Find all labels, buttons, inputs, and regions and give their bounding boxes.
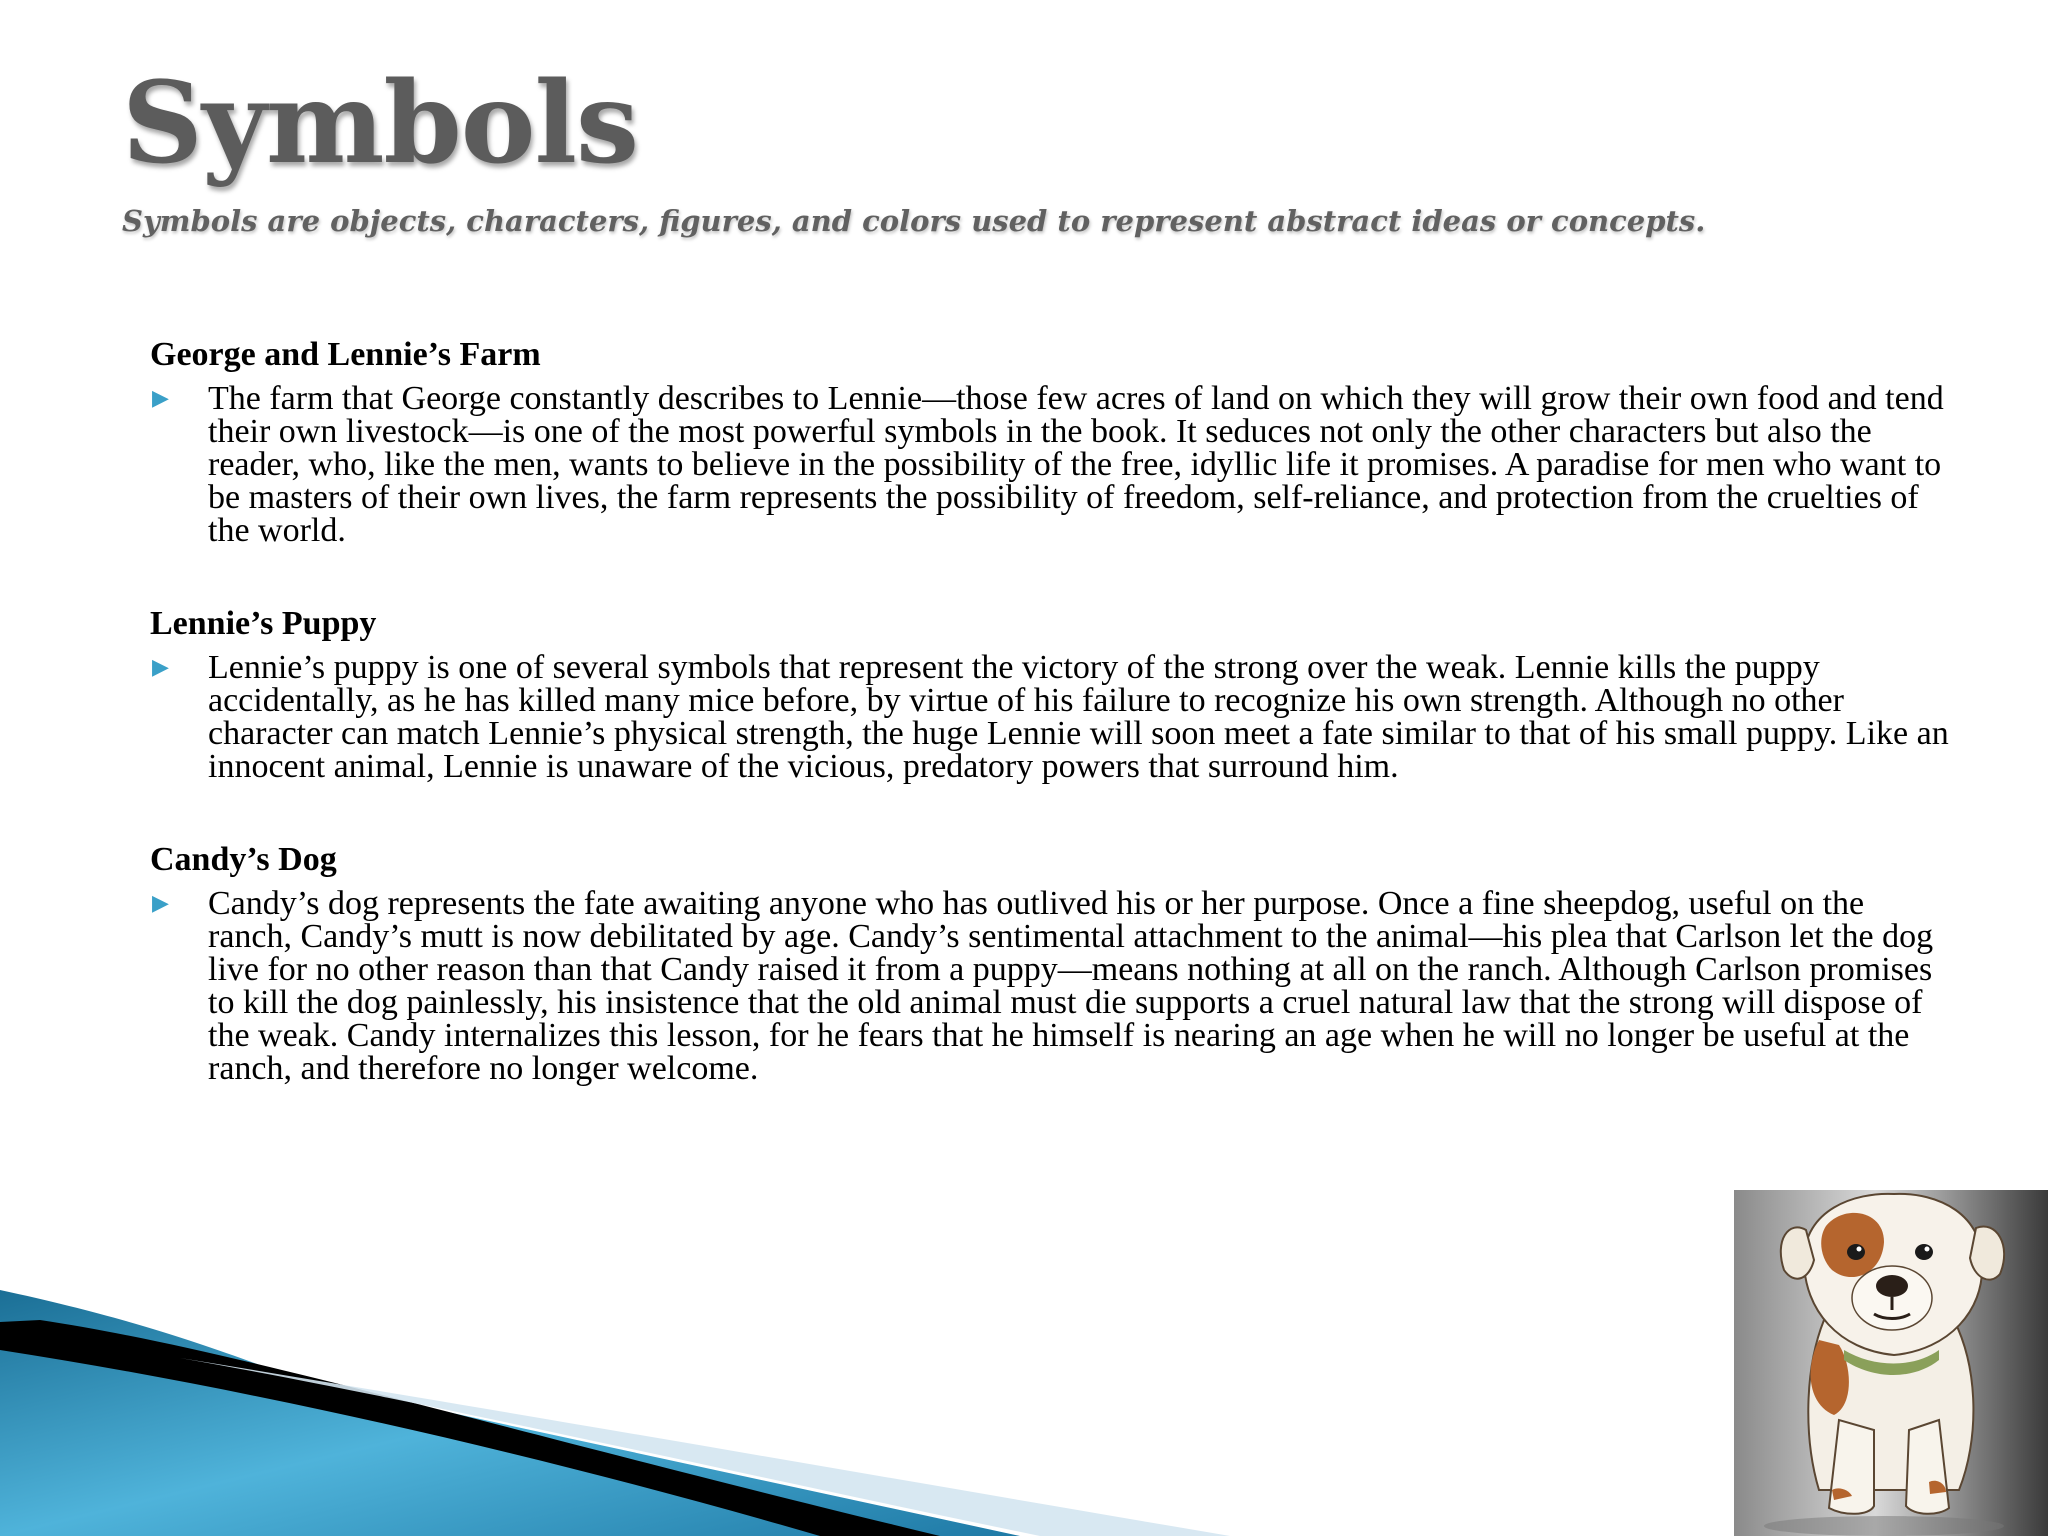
section-heading: Lennie’s Puppy — [150, 605, 377, 642]
triangle-bullet-icon: ▶ — [152, 891, 169, 916]
section-puppy — [150, 605, 1950, 783]
section-candys-dog — [150, 841, 1950, 1085]
slide-subtitle: Symbols are objects, characters, figures, and colors used to represent abstract ideas or concepts. — [122, 204, 1706, 238]
bullet-item — [150, 651, 1950, 783]
triangle-bullet-icon: ▶ — [152, 386, 169, 411]
bullet-text: Candy’s dog represents the fate awaiting anyone who has outlived his or her purpose. Once a fine sheepdog, useful on the ranch, Candy’s mutt is now debilitated by age. Candy’s sentimental attachment to the animal—his plea that Carlson let the dog live for no other reason than that Candy raised it from a puppy—means nothing at all on the ranch. Although Carlson promises to kill the dog painlessly, his insistence that the old animal must die supports a cruel natural law that the strong will dispose of the weak. Candy internalizes this lesson, for he fears that he himself is nearing an age when he will no longer be useful at the ranch, and therefore no longer welcome. — [208, 885, 1934, 1087]
bullet-text: The farm that George constantly describes to Lennie—those few acres of land on which they will grow their own food and tend their own livestock—is one of the most powerful symbols in the book. It seduces not only the other characters but also the reader, who, like the men, wants to believe in the possibility of the free, idyllic life it promises. A paradise for men who want to be masters of their own lives, the farm represents the possibility of freedom, self-reliance, and protection from the cruelties of the world. — [208, 380, 1944, 549]
bullet-text: Lennie’s puppy is one of several symbols that represent the victory of the strong over the weak. Lennie kills the puppy accidentally, as he has killed many mice before, by virtue of his failure to recognize his own strength. Although no other character can match Lennie’s physical strength, the huge Lennie will soon meet a fate similar to that of his small puppy. Like an innocent animal, Lennie is unaware of the vicious, predatory powers that surround him. — [208, 649, 1949, 785]
puppy-illustration — [1734, 1190, 2048, 1536]
decorative-swoosh — [0, 1290, 1400, 1536]
section-heading: Candy’s Dog — [150, 841, 337, 878]
bullet-item — [150, 887, 1950, 1085]
section-farm — [150, 336, 1950, 547]
slide-content — [150, 336, 1950, 1143]
triangle-bullet-icon: ▶ — [152, 655, 169, 680]
slide-title: Symbols — [122, 58, 639, 189]
section-heading: George and Lennie’s Farm — [150, 336, 541, 373]
bullet-item — [150, 382, 1950, 547]
